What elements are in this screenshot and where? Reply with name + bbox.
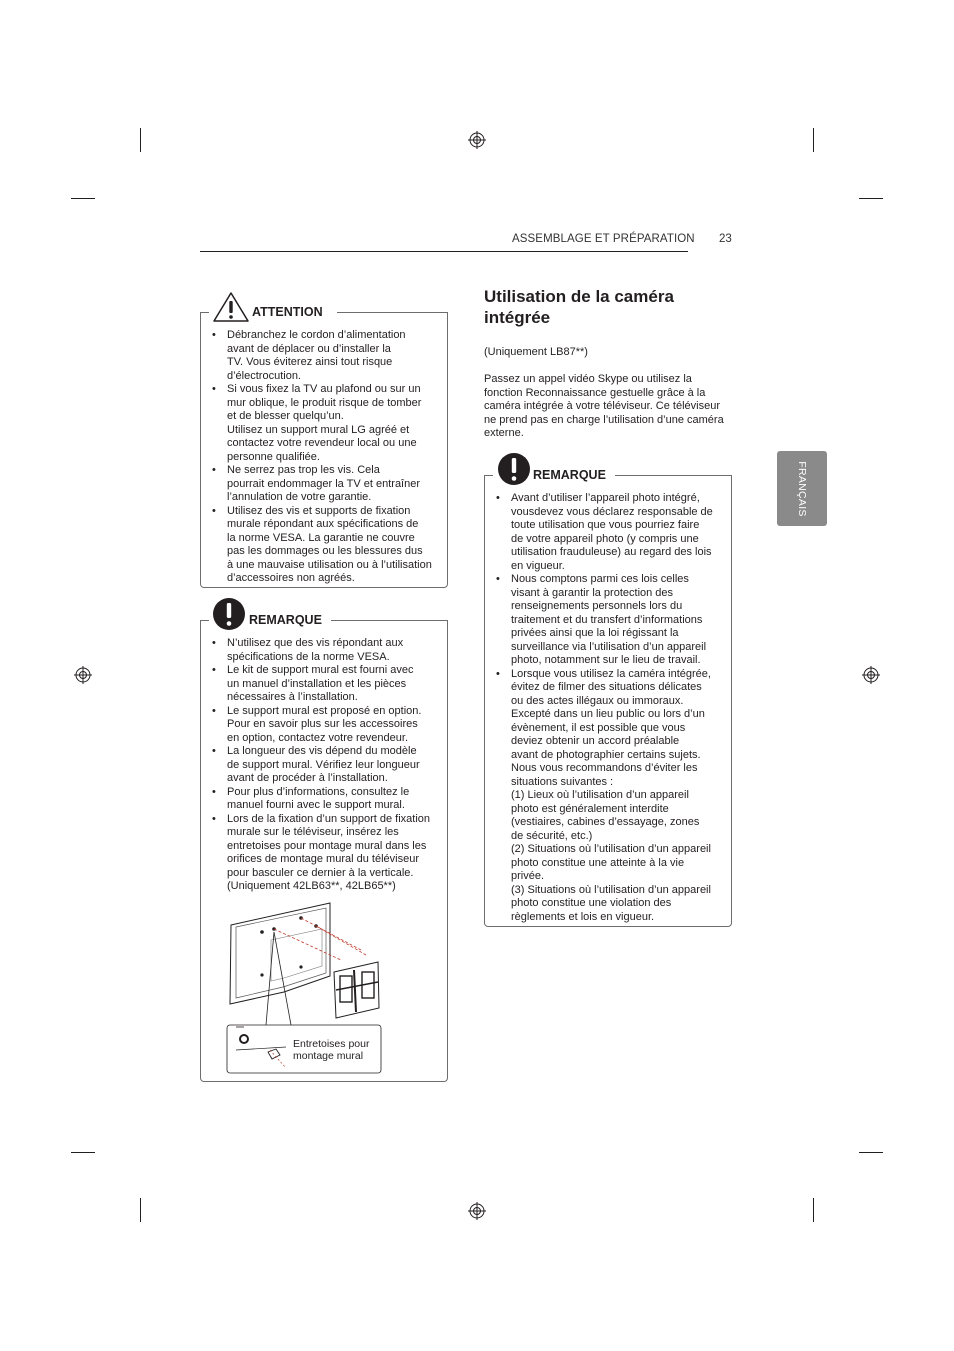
crop-mark: [140, 1198, 141, 1222]
exclamation-note-icon: [497, 452, 531, 486]
list-item: • La longueur des vis dépend du modèle de support mural. Vérifiez leur longueur avant de procéder à l’installation.: [210, 745, 442, 786]
list-item: • Le kit de support mural est fourni avec un manuel d’installation et les pièces nécessaires à l’installation.: [210, 664, 442, 705]
list-item: • Pour plus d’informations, consultez le manuel fourni avec le support mural.: [210, 786, 442, 813]
registration-mark-icon: [468, 131, 486, 149]
remarque-list: [210, 637, 442, 894]
language-tab-label: FRANÇAIS: [796, 460, 808, 517]
header-rule: [200, 251, 688, 252]
registration-mark-icon: [74, 666, 92, 684]
list-item: • Nous comptons parmi ces lois celles visant à garantir la protection des renseignements personnels lors du traitement et du transfert d’informations privées ainsi que la loi régissant la surveillance via l’utilisation d’un appareil photo, notamment sur le lieu de travail.: [494, 573, 726, 668]
intro-paragraph: Passez un appel vidéo Skype ou utilisez la fonction Reconnaissance gestuelle grâce à la caméra intégrée à votre téléviseur. Ce téléviseur ne prend pas en charge l’utilisation d’une caméra externe.: [484, 373, 724, 439]
list-item: • Lorsque vous utilisez la caméra intégrée, évitez de filmer des situations délicates ou des actes illégaux ou immoraux. Excepté dans un lieu public ou lors d’un évènement, il est possible que vous deviez obtenir un accord préalable avant de photographier certains sujets. Nous vous recommandons d’éviter les situations suivantes : (1) Lieux où l’utilisation d’un appareil photo est généralement interdite (vestiaires, cabines d’essayage, zones de sécurité, etc.) (2) Situations où l’utilisation d’un appareil photo constitue une atteinte à la vie privée. (3) Situations où l’utilisation d’un appareil photo constitue une violation des règlements et lois en vigueur.: [494, 668, 726, 925]
crop-mark: [71, 1152, 95, 1153]
section-title: Utilisation de la caméra intégrée: [484, 287, 674, 327]
list-item: • N’utilisez que des vis répondant aux spécifications de la norme VESA.: [210, 637, 442, 664]
crop-mark: [813, 1198, 814, 1222]
list-item: • Si vous fixez la TV au plafond ou sur un mur oblique, le produit risque de tomber et de blesser quelqu’un. Utilisez un support mural LG agréé et contactez votre revendeur local ou une personne qualifiée.: [210, 383, 442, 464]
attention-title: ATTENTION: [252, 305, 323, 319]
registration-mark-icon: [468, 1202, 486, 1220]
list-item: • Ne serrez pas trop les vis. Cela pourrait endommager la TV et entraîner l’annulation de votre garantie.: [210, 464, 442, 505]
list-item: • Lors de la fixation d’un support de fixation murale sur le téléviseur, insérez les entretoises pour montage mural dans les orifices de montage mural du téléviseur pour basculer ce dernier à la verticale. (Uniquement 42LB63**, 42LB65**): [210, 813, 442, 894]
exclamation-note-icon: [212, 597, 246, 631]
page-number: 23: [719, 233, 732, 245]
registration-mark-icon: [862, 666, 880, 684]
spacer-label: Entretoises pour montage mural: [293, 1038, 370, 1062]
language-tab: [777, 451, 827, 526]
crop-mark: [71, 198, 95, 199]
list-item: • Le support mural est proposé en option. Pour en savoir plus sur les accessoires en option, contactez votre revendeur.: [210, 705, 442, 746]
model-note: (Uniquement LB87**): [484, 346, 588, 358]
running-header: ASSEMBLAGE ET PRÉPARATION: [512, 233, 695, 245]
camera-remarque-list: [494, 492, 726, 924]
remarque-title: REMARQUE: [249, 613, 322, 627]
crop-mark: [859, 198, 883, 199]
remarque-title: REMARQUE: [533, 468, 606, 482]
crop-mark: [859, 1152, 883, 1153]
attention-list: [210, 329, 442, 586]
crop-mark: [813, 128, 814, 152]
crop-mark: [140, 128, 141, 152]
list-item: • Débranchez le cordon d’alimentation avant de déplacer ou d’installer la TV. Vous éviterez ainsi tout risque d’électrocution.: [210, 329, 442, 383]
list-item: • Utilisez des vis et supports de fixation murale répondant aux spécifications de la norme VESA. La garantie ne couvre pas les dommages ou les blessures dus à une mauvaise utilisation ou à l’utilisation d’accessoires non agréés.: [210, 505, 442, 586]
list-item: • Avant d’utiliser l’appareil photo intégré, vousdevez vous déclarez responsable de toute utilisation que vous pourriez faire de votre appareil photo (y compris une utilisation frauduleuse) au regard des lois en vigueur.: [494, 492, 726, 573]
warning-triangle-icon: [212, 291, 250, 323]
